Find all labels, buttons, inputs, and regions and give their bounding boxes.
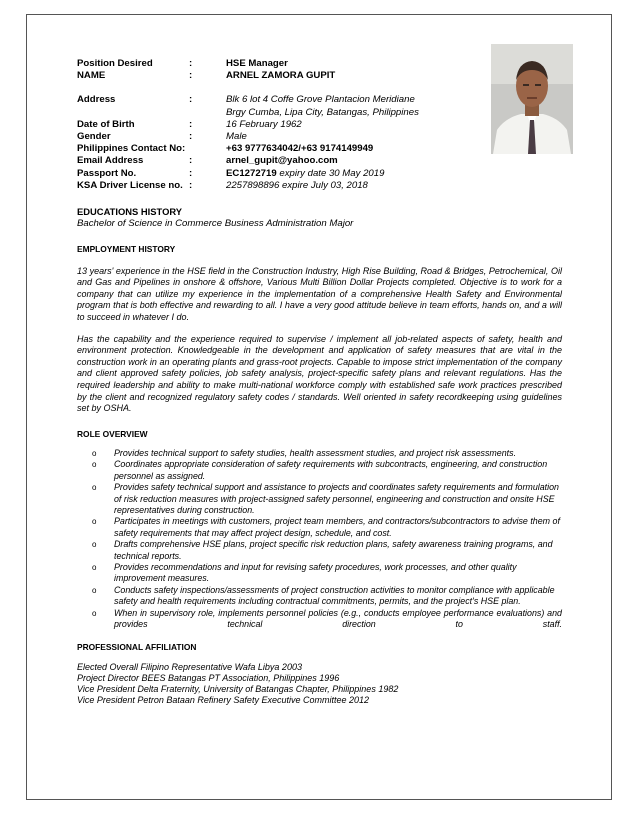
list-item (77, 562, 562, 585)
personal-details (77, 58, 562, 192)
detail-value: HSE Manager (226, 58, 288, 69)
detail-label: Position Desired (77, 58, 153, 69)
bullet-marker: o (92, 460, 97, 470)
detail-value: Male (226, 131, 247, 143)
detail-colon: : (189, 58, 193, 69)
detail-value (226, 168, 562, 180)
list-item (77, 459, 562, 482)
list-item-text: Provides recommendations and input for revising safety procedures, work processes, and other quality improvement measures. (114, 562, 517, 584)
detail-label: Gender (77, 131, 111, 143)
affiliation-list (77, 662, 562, 706)
list-item: Elected Overall Filipino Representative Wafa Libya 2003 (77, 661, 302, 672)
detail-row-address (77, 94, 562, 106)
detail-label: NAME (77, 70, 106, 82)
detail-value: ARNEL ZAMORA GUPIT (226, 70, 336, 82)
detail-row-contact (77, 143, 562, 155)
list-item: Project Director BEES Batangas PT Association, Philippines 1996 (77, 672, 340, 683)
detail-row-dob (77, 119, 562, 131)
detail-value: 16 February 1962 (226, 118, 302, 130)
detail-colon: : (189, 155, 193, 167)
detail-row-passport (77, 168, 562, 180)
detail-value: 2257898896 expire July 03, 2018 (226, 179, 368, 191)
list-item (77, 516, 562, 539)
detail-label: Date of Birth (77, 118, 135, 130)
detail-label: KSA Driver License no. (77, 179, 183, 191)
list-item (77, 608, 562, 631)
detail-colon-empty (189, 107, 226, 119)
bullet-marker: o (92, 608, 97, 618)
list-item-text: Drafts comprehensive HSE plans, project specific risk reduction plans, safety awareness training programs, and technical reports. (114, 539, 553, 561)
spacer (77, 82, 562, 94)
bullet-marker: o (92, 563, 97, 573)
list-item (77, 539, 562, 562)
education-degree: Bachelor of Science in Commerce Business Administration Major (77, 218, 354, 230)
detail-row-address-line2 (77, 107, 562, 119)
list-item-text: Participates in meetings with customers, project team members, and contractors/subcontractors to advise them of safety requirements that may affect project design, schedule, and cost. (114, 516, 560, 538)
passport-number: EC1272719 (226, 167, 277, 179)
bullet-marker: o (92, 540, 97, 550)
detail-value: Blk 6 lot 4 Coffe Grove Plantacion Meridiane (226, 94, 415, 106)
bullet-marker: o (92, 448, 97, 458)
detail-row-gender (77, 131, 562, 143)
affiliation-heading: PROFESSIONAL AFFILIATION (77, 642, 197, 653)
list-item-text: When in supervisory role, implements personnel policies (e.g., conducts employee performance evaluations) and provides technical direction to staff. (114, 607, 562, 630)
email-link[interactable]: arnel_gupit@yahoo.com (226, 155, 338, 167)
bullet-marker: o (92, 585, 97, 595)
detail-colon: : (189, 94, 193, 106)
list-item: Vice President Delta Fraternity, University of Batangas Chapter, Philippines 1982 (77, 683, 399, 694)
detail-colon: : (189, 179, 193, 191)
employment-paragraph-1: 13 years' experience in the HSE field in the Construction Industry, High Rise Building, Road & Bridges, Petrochemical, Oil and Gas and Pipelines in onshore & offshore, Various Multi Billion Dollar Projects completed. Objective is to work for a company that can utilize my experience in the implementation of a comprehensive Health Safety and Environmental program that is both effective and rewarding to all. I have a very good attitude believe in team efforts, hands on, and a will to succeed in whatever I do. (77, 265, 562, 323)
bullet-marker: o (92, 483, 97, 493)
detail-label: Passport No. (77, 167, 137, 179)
passport-expiry: expiry date 30 May 2019 (276, 167, 385, 179)
role-heading: ROLE OVERVIEW (77, 428, 148, 439)
detail-label: Address (77, 94, 116, 106)
detail-row-email (77, 155, 562, 167)
list-item (77, 448, 562, 459)
detail-colon: : (189, 131, 193, 143)
detail-value: Brgy Cumba, Lipa City, Batangas, Philippines (226, 106, 419, 118)
employment-paragraph-2: Has the capability and the experience required to supervise / implement all job-related aspects of safety, health and environment protection. Knowledgeable in the development and application of safety measures that are vital in the construction work in an operating plants and grass-root projects. Capable to impose strict implementation of the company and client approved safety policies, job safety analysis, project-specific safety plans and relevant regulations. Has the required leadership and ability to make multi-national workforce comply with established safe work practices prescribed by the client and recognized regulatory safety codes / standards. Well oriented in safety recordkeeping using guidelines set by OSHA. (77, 333, 562, 414)
list-item-text: Coordinates appropriate consideration of safety requirements with subcontracts, engineering, and construction personnel as assigned. (114, 459, 548, 481)
education-heading: EDUCATIONS HISTORY (77, 206, 183, 218)
resume-content (77, 58, 562, 706)
list-item-text: Provides safety technical support and assistance to projects and coordinates safety requirements and formulation of risk reduction measures with project-assigned safety personnel, engineering and construction and onsite HSE representatives during construction. (114, 482, 559, 515)
list-item (77, 585, 562, 608)
bullet-marker: o (92, 517, 97, 527)
detail-row-position (77, 58, 562, 70)
detail-label-empty (77, 107, 189, 119)
list-item: Vice President Petron Bataan Refinery Safety Executive Committee 2012 (77, 694, 369, 705)
detail-colon: : (189, 70, 193, 82)
detail-label: Philippines Contact No: (77, 143, 186, 155)
detail-row-name (77, 70, 562, 82)
detail-colon: : (189, 167, 193, 179)
role-list (77, 448, 562, 631)
detail-row-license (77, 180, 562, 192)
detail-colon: : (189, 118, 193, 130)
list-item (77, 482, 562, 516)
list-item-text: Conducts safety inspections/assessments of project construction activities to monitor compliance with applicable safety and health requirements including contractual commitments, permits, and the project's HSE plan. (114, 584, 555, 607)
list-item-text: Provides technical support to safety studies, health assessment studies, and project risk assessments. (114, 447, 517, 458)
detail-label: Email Address (77, 155, 144, 167)
employment-heading: EMPLOYMENT HISTORY (77, 244, 176, 255)
detail-value: +63 9777634042/+63 9174149949 (226, 143, 374, 155)
